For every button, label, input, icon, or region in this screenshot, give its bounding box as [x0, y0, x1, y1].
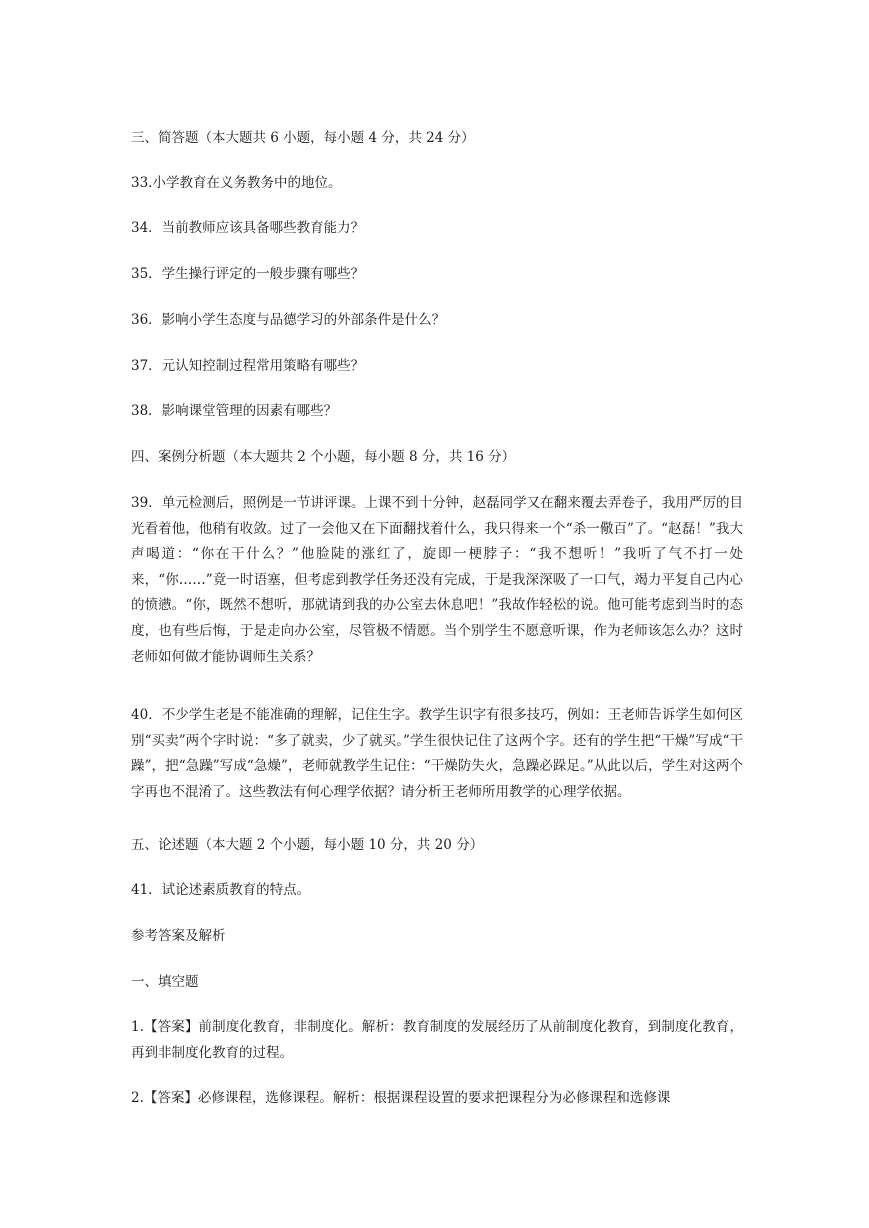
question-41: 41．试论述素质教育的特点。 — [131, 882, 311, 898]
question-36: 36．影响小学生态度与品德学习的外部条件是什么？ — [131, 312, 446, 328]
section-heading-essay: 五、论述题（本大题 2 个小题，每小题 10 分，共 20 分） — [131, 837, 484, 853]
question-35: 35．学生操行评定的一般步骤有哪些？ — [131, 266, 365, 282]
question-40: 40．不少学生老是不能准确的理解，记住生字。教学生识字有很多技巧，例如：王老师告诉学生如何区别“买卖”两个字时说：“多了就卖，少了就买。”学生很快记住了这两个字。还有的学生把“干燥”写成“干躁”，把“急躁”写成“急燥”，老师就教学生记住：“干燥防失火，急躁必跺足。”从此以后，学生对这两个字再也不混淆了。这些教法有何心理学依据？请分析王老师所用教学的心理学依据。 — [131, 707, 743, 800]
answer-1: 1.【答案】前制度化教育，非制度化。解析：教育制度的发展经历了从前制度化教育，到制度化教育，再到非制度化教育的过程。 — [131, 1019, 743, 1061]
section-heading-fill-in: 一、填空题 — [131, 974, 199, 990]
section-heading-case-analysis: 四、案例分析题（本大题共 2 个小题，每小题 8 分，共 16 分） — [131, 449, 516, 465]
question-39: 39．单元检测后，照例是一节讲评课。上课不到十分钟，赵磊同学又在翻来覆去弄卷子，我用严厉的目光看着他，他稍有收敛。过了一会他又在下面翻找着什么，我只得来一个“杀一儆百”了。“赵磊！”我大声喝道：“你在干什么？”他脸陡的涨红了，旋即一梗脖子：“我不想听！”我听了气不打一处来，“你……”竟一时语塞，但考虑到教学任务还没有完成，于是我深深吸了一口气，竭力平复自己内心的愤懑。“你，既然不想听，那就请到我的办公室去休息吧！”我故作轻松的说。他可能考虑到当时的态度，也有些后悔，于是走向办公室，尽管极不情愿。当个别学生不愿意听课，作为老师该怎么办？这时老师如何做才能协调师生关系？ — [131, 495, 743, 665]
section-heading-short-answer: 三、简答题（本大题共 6 小题，每小题 4 分，共 24 分） — [131, 130, 475, 146]
answers-heading: 参考答案及解析 — [131, 928, 226, 944]
question-38: 38．影响课堂管理的因素有哪些？ — [131, 403, 338, 419]
answer-2: 2.【答案】必修课程，选修课程。解析：根据课程设置的要求把课程分为必修课程和选修课 — [131, 1090, 671, 1106]
question-34: 34．当前教师应该具备哪些教育能力？ — [131, 220, 365, 236]
question-37: 37．元认知控制过程常用策略有哪些？ — [131, 358, 365, 374]
question-33: 33.小学教育在义务教务中的地位。 — [131, 175, 342, 191]
